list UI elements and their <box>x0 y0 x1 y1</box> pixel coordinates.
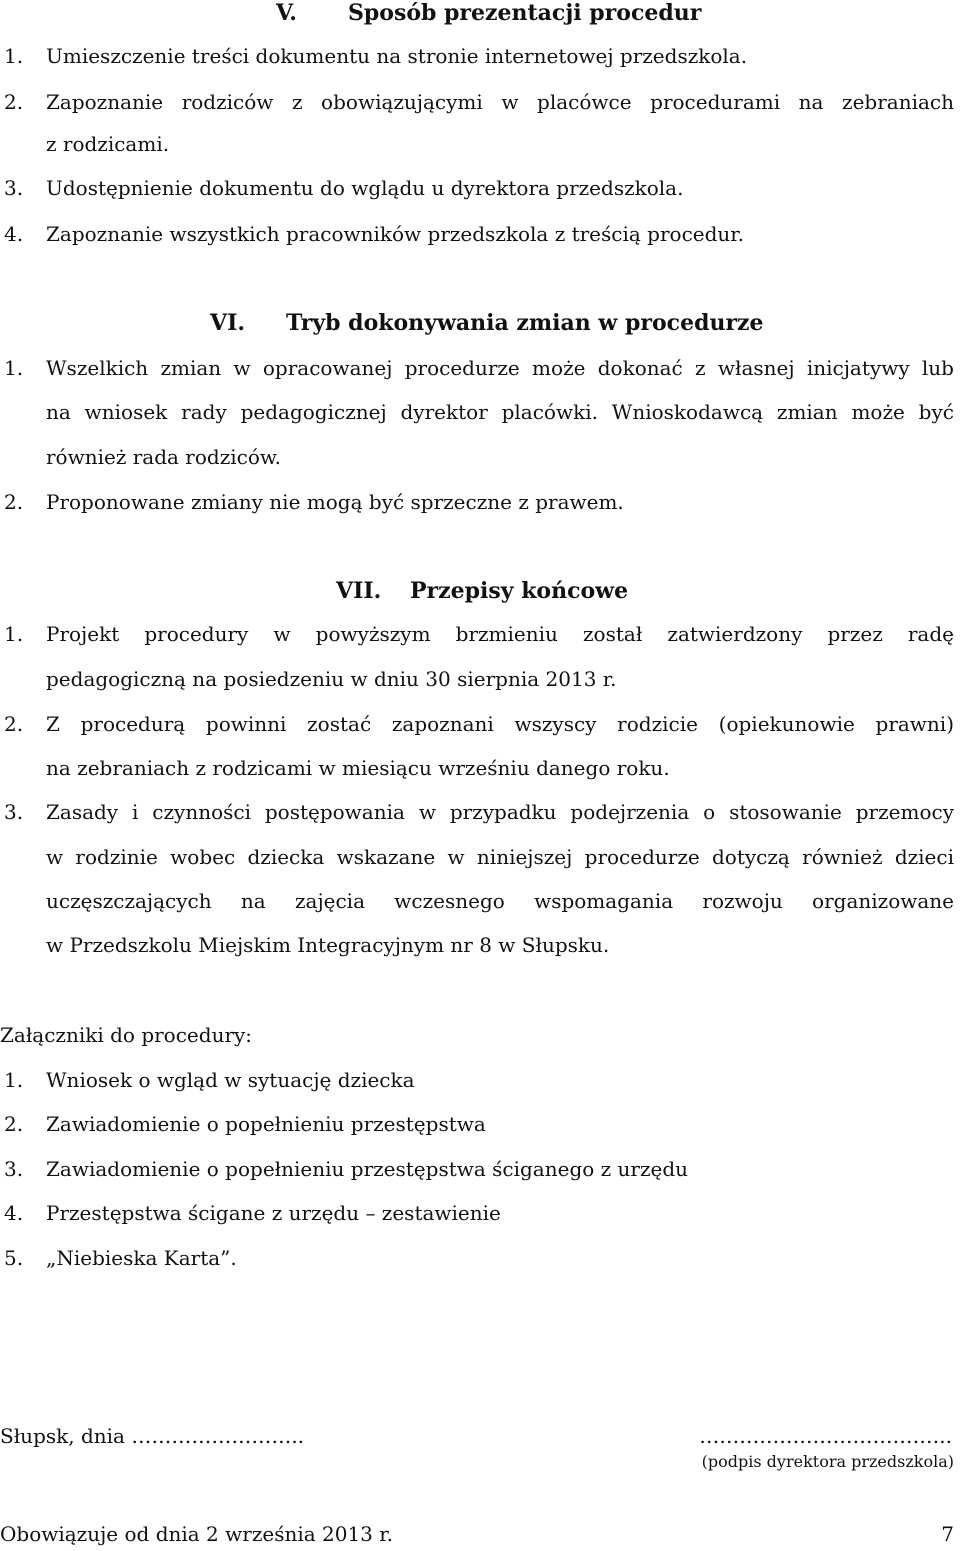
s7-item-1-line-1: Projekt procedury w powyższym brzmieniu został zatwierdzony przez radę <box>46 622 954 646</box>
s5-item-4-text: Zapoznanie wszystkich pracowników przedszkola z treścią procedur. <box>46 222 745 246</box>
s6-item-2-number: 2. <box>4 490 24 514</box>
s6-item-1-number: 1. <box>4 356 24 380</box>
s5-item-2-line-1: Zapoznanie rodziców z obowiązującymi w placówce procedurami na zebraniach <box>46 90 954 114</box>
section-6-heading: Tryb dokonywania zmian w procedurze <box>286 310 764 336</box>
s5-item-3-number: 3. <box>4 176 24 200</box>
place-date-line: Słupsk, dnia …………………….. <box>0 1424 305 1448</box>
signature-caption: (podpis dyrektora przedszkola) <box>701 1452 954 1471</box>
s7-item-3-line-4: w Przedszkolu Miejskim Integracyjnym nr 8 w Słupsku. <box>46 933 610 957</box>
attachment-2-number: 2. <box>4 1112 24 1136</box>
attachments-heading: Załączniki do procedury: <box>0 1023 253 1047</box>
attachment-1-text: Wniosek o wgląd w sytuację dziecka <box>46 1068 415 1092</box>
attachment-1-number: 1. <box>4 1068 24 1092</box>
footer-effective-date: Obowiązuje od dnia 2 września 2013 r. <box>0 1522 393 1546</box>
section-5-heading: Sposób prezentacji procedur <box>348 0 702 26</box>
attachment-4-text: Przestępstwa ścigane z urzędu – zestawienie <box>46 1201 501 1225</box>
attachment-5-text: „Niebieska Karta”. <box>46 1246 237 1270</box>
s7-item-3-line-2: w rodzinie wobec dziecka wskazane w niniejszej procedurze dotyczą również dzieci <box>46 845 954 869</box>
attachment-5-number: 5. <box>4 1246 24 1270</box>
section-7-heading: Przepisy końcowe <box>410 578 629 604</box>
s5-item-2-number: 2. <box>4 90 24 114</box>
s7-item-2-line-1: Z procedurą powinni zostać zapoznani wszyscy rodzicie (opiekunowie prawni) <box>46 712 954 736</box>
s6-item-1-line-2: na wniosek rady pedagogicznej dyrektor placówki. Wnioskodawcą zmian może być <box>46 400 954 424</box>
s7-item-3-number: 3. <box>4 800 24 824</box>
s6-item-1-line-3: również rada rodziców. <box>46 445 281 469</box>
section-6-heading-number: VI. <box>210 310 246 336</box>
s7-item-1-number: 1. <box>4 622 24 646</box>
attachment-3-number: 3. <box>4 1157 24 1181</box>
s7-item-1-line-2: pedagogiczną na posiedzeniu w dniu 30 sierpnia 2013 r. <box>46 667 617 691</box>
s5-item-1-number: 1. <box>4 44 24 68</box>
s7-item-3-line-1: Zasady i czynności postępowania w przypadku podejrzenia o stosowanie przemocy <box>46 800 954 824</box>
s5-item-2-line-2: z rodzicami. <box>46 132 170 156</box>
s7-item-2-number: 2. <box>4 712 24 736</box>
page-number: 7 <box>941 1522 954 1546</box>
s7-item-2-line-2: na zebraniach z rodzicami w miesiącu wrześniu danego roku. <box>46 756 670 780</box>
s5-item-1-text: Umieszczenie treści dokumentu na stronie internetowej przedszkola. <box>46 44 748 68</box>
attachment-2-text: Zawiadomienie o popełnieniu przestępstwa <box>46 1112 486 1136</box>
s5-item-4-number: 4. <box>4 222 24 246</box>
section-7-heading-number: VII. <box>336 578 382 604</box>
signature-dots: ……………………………….. <box>699 1424 952 1448</box>
section-5-heading-number: V. <box>276 0 297 26</box>
attachment-3-text: Zawiadomienie o popełnieniu przestępstwa ściganego z urzędu <box>46 1157 689 1181</box>
s6-item-2-text: Proponowane zmiany nie mogą być sprzeczne z prawem. <box>46 490 624 514</box>
s5-item-3-text: Udostępnienie dokumentu do wglądu u dyrektora przedszkola. <box>46 176 684 200</box>
s6-item-1-line-1: Wszelkich zmian w opracowanej procedurze może dokonać z własnej inicjatywy lub <box>46 356 954 380</box>
attachment-4-number: 4. <box>4 1201 24 1225</box>
s7-item-3-line-3: uczęszczających na zajęcia wczesnego wspomagania rozwoju organizowane <box>46 889 954 913</box>
